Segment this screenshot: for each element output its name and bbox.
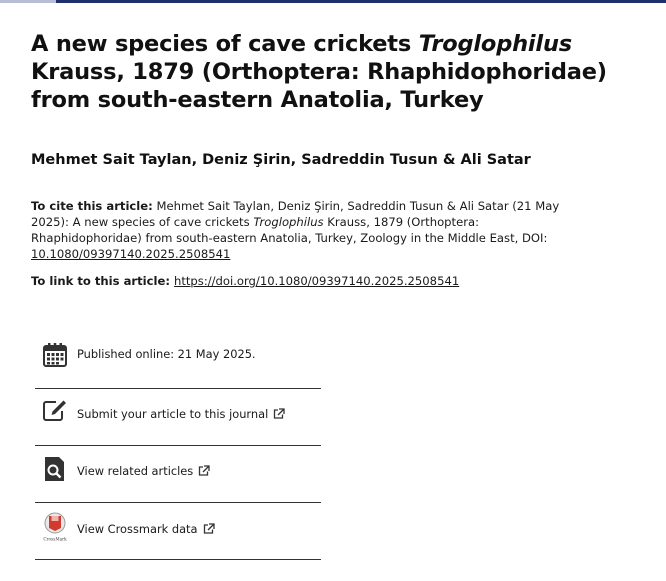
search-document-icon (42, 456, 68, 482)
article-doi-link[interactable]: https://doi.org/10.1080/09397140.2025.2508541 (173, 274, 460, 288)
published-online-row (35, 332, 321, 389)
title-genus: Troglophilus (418, 31, 572, 57)
citation-block: To cite this article: Mehmet Sait Taylan, Deniz Şirin, Sadreddin Tusun & Ali Satar (21 May 2025): A new species of cave crickets Troglophilus Krauss, 1879 (Orthoptera: Rhaphidophoridae) from south-eastern Anatolia, Turkey, Zoology in the Middle East, DOI: 10.1080/09397140.2025.2508541 (31, 199, 560, 261)
calendar-icon (42, 342, 68, 368)
related-articles-row[interactable] (35, 446, 321, 503)
external-link-icon (203, 523, 215, 534)
crossmark-link[interactable]: View Crossmark data (77, 522, 215, 536)
article-authors: Mehmet Sait Taylan, Deniz Şirin, Sadreddin Tusun & Ali Satar (31, 152, 531, 168)
external-link-icon (198, 465, 210, 476)
related-articles-link[interactable]: View related articles (77, 464, 210, 478)
article-link-line (31, 273, 631, 289)
top-rule-accent (0, 0, 56, 3)
citation-genus: Troglophilus (253, 215, 324, 229)
article-title: A new species of cave crickets Troglophilus Krauss, 1879 (Orthoptera: Rhaphidophoridae) from south-eastern Anatolia, Turkey (31, 31, 607, 113)
citation-label: To cite this article: (31, 199, 153, 213)
published-online-label: Published online: 21 May 2025. (77, 347, 256, 361)
article-actions (35, 332, 321, 560)
citation-doi-link[interactable]: 10.1080/09397140.2025.2508541 (31, 247, 231, 261)
top-rule (0, 0, 666, 3)
crossmark-row[interactable] (35, 503, 321, 560)
external-link-icon (273, 408, 285, 419)
svg-text:CrossMark: CrossMark (43, 536, 67, 542)
edit-icon (42, 398, 68, 424)
submit-article-row[interactable] (35, 389, 321, 446)
submit-article-link[interactable]: Submit your article to this journal (77, 407, 285, 421)
link-label: To link to this article: (31, 274, 170, 288)
crossmark-icon (41, 512, 69, 542)
